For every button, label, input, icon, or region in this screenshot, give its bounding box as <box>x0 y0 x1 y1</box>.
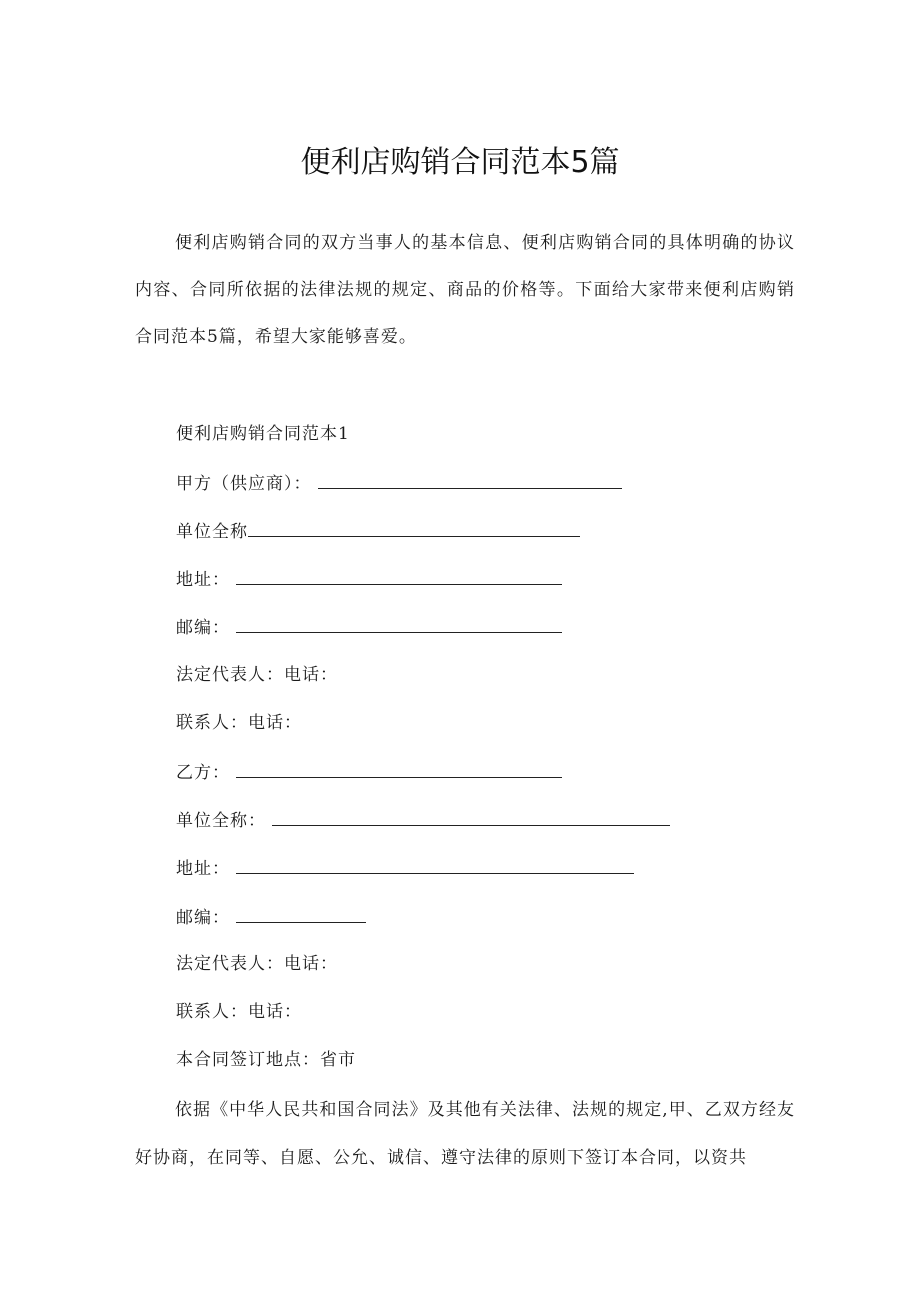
signing-place-line: 本合同签订地点：省市 <box>176 1050 356 1070</box>
party-a-address-blank[interactable] <box>236 564 562 585</box>
party-b-address-blank[interactable] <box>236 853 634 874</box>
document-title: 便利店购销合同范本5篇 <box>300 145 620 180</box>
party-a-postcode-line <box>176 612 562 642</box>
party-b-line <box>176 757 562 787</box>
party-a-blank[interactable] <box>318 468 622 489</box>
party-a-fullname-line <box>176 516 580 546</box>
party-a-postcode-label: 邮编： <box>176 618 230 638</box>
party-a-label: 甲方（供应商）： <box>176 474 312 494</box>
party-a-contact-line: 联系人：电话： <box>176 713 302 733</box>
party-a-fullname-blank[interactable] <box>248 516 580 537</box>
party-b-blank[interactable] <box>236 757 562 778</box>
party-b-label: 乙方： <box>176 763 230 783</box>
party-b-postcode-line <box>176 902 366 932</box>
party-b-address-label: 地址： <box>176 859 230 879</box>
party-a-address-line <box>176 564 562 594</box>
party-a-line <box>176 468 622 498</box>
party-b-legal-rep-line: 法定代表人：电话： <box>176 954 338 974</box>
party-b-address-line <box>176 853 634 883</box>
party-a-address-label: 地址： <box>176 570 230 590</box>
party-b-fullname-line <box>176 805 670 835</box>
party-a-postcode-blank[interactable] <box>236 612 562 633</box>
body-paragraph: 依据《中华人民共和国合同法》及其他有关法律、法规的规定,甲、乙双方经友好协商，在同等、自愿、公允、诚信、遵守法律的原则下签订本合同，以资共 <box>135 1100 795 1168</box>
party-a-legal-rep-line: 法定代表人：电话： <box>176 665 338 685</box>
party-b-postcode-label: 邮编： <box>176 908 230 928</box>
section-heading: 便利店购销合同范本1 <box>176 424 350 444</box>
party-b-fullname-blank[interactable] <box>272 805 670 826</box>
party-b-postcode-blank[interactable] <box>236 902 366 923</box>
party-b-contact-line: 联系人：电话： <box>176 1002 302 1022</box>
party-a-fullname-label: 单位全称 <box>176 522 248 542</box>
party-b-fullname-label: 单位全称： <box>176 811 266 831</box>
intro-paragraph: 便利店购销合同的双方当事人的基本信息、便利店购销合同的具体明确的协议内容、合同所依据的法律法规的规定、商品的价格等。下面给大家带来便利店购销合同范本5篇，希望大家能够喜爱。 <box>135 233 795 347</box>
